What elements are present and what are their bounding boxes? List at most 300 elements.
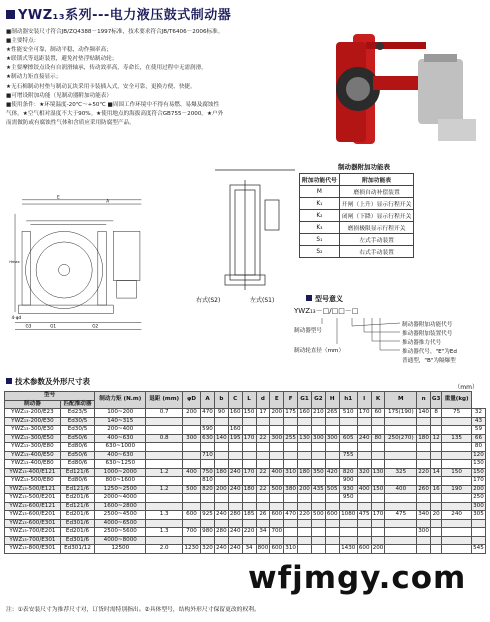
table-cell (357, 502, 371, 511)
table-cell (270, 536, 284, 545)
table-cell: Ed80/6 (60, 460, 94, 469)
table-row (5, 426, 486, 435)
table-cell: YWZ₁₃-400/E50 (5, 451, 61, 460)
table-cell: 20 (431, 511, 442, 520)
feature-line: 而需做防或有腐蚀性气体和含质应采用防腐型产品。 (6, 119, 135, 126)
table-row: S₁ 左式手动装置 (300, 234, 414, 246)
table-cell (371, 443, 385, 452)
table-cell: 710 (202, 451, 213, 458)
table-cell (357, 494, 371, 503)
table-cell: 300 (271, 434, 283, 441)
table-cell: 470 (285, 511, 296, 517)
table-cell: 350 (313, 468, 324, 475)
table-cell (431, 536, 442, 545)
table-cell (242, 451, 256, 460)
table-cell (228, 477, 242, 486)
table-cell (201, 443, 215, 452)
table-cell (284, 502, 298, 511)
table-cell (325, 426, 339, 435)
table-cell (442, 519, 472, 528)
table-cell (270, 460, 284, 469)
table-cell: 22 (256, 468, 270, 477)
feature-line: ★无石棉制动衬垫与制动瓦块采用卡装插入式，安全可靠，更换方便、快捷。 (6, 83, 196, 90)
table-cell: 1.3 (146, 511, 183, 520)
table-cell (311, 451, 325, 460)
table-cell: 505 (326, 485, 338, 492)
table-cell (431, 460, 442, 469)
table-cell: 22 (256, 485, 270, 494)
table-cell: 4000~6500 (95, 519, 146, 528)
table-cell (146, 460, 183, 469)
table-cell: 130 (372, 468, 384, 475)
model-item: 推动器推力代号 (402, 340, 442, 346)
table-cell (242, 460, 256, 469)
table-cell: YWZ₁₃-200/E30 (5, 417, 61, 426)
table-cell (284, 536, 298, 545)
table-cell (442, 536, 472, 545)
table-cell: 200~400 (95, 426, 146, 435)
table-cell (471, 536, 485, 545)
table-cell: YWZ₁₃-700/E201 (5, 528, 61, 537)
table-cell: YWZ₁₃-300/E50 (5, 434, 61, 443)
table-cell (228, 519, 242, 528)
table-cell: 175(190) (385, 409, 417, 418)
table-cell (311, 536, 325, 545)
table-cell (182, 443, 200, 452)
table-cell: 220 (243, 528, 255, 534)
table-cell: 150 (372, 485, 384, 492)
table-cell: 160 (229, 426, 241, 432)
table-cell: 325 (385, 468, 417, 477)
table-cell: 500 (271, 485, 283, 492)
table-cell (325, 519, 339, 528)
table-cell: 140 (216, 434, 227, 441)
table-cell: 60 (371, 409, 385, 418)
table-cell (371, 502, 385, 511)
table-row: K₁ 开闸（上升）显示行程开关 (300, 198, 414, 210)
table-cell (256, 443, 270, 452)
table-cell: 2500~4500 (95, 511, 146, 520)
table-cell: 1.3 (146, 528, 183, 537)
dim-label-e: E (57, 194, 60, 200)
table-cell: 280 (216, 528, 227, 534)
table-cell (371, 519, 385, 528)
table-cell (256, 417, 270, 426)
table-cell: 2.0 (146, 545, 183, 554)
table-cell: 265 (326, 409, 338, 415)
table-row (5, 468, 486, 477)
table-cell (417, 443, 431, 452)
table-cell (182, 494, 200, 503)
table-cell (471, 519, 485, 528)
table-cell (201, 417, 215, 426)
table-cell: 66 (471, 434, 485, 443)
model-title: 型号意义 (306, 294, 343, 304)
table-cell (417, 494, 431, 503)
table-cell: 150 (442, 468, 472, 477)
table-cell: 500 (182, 485, 200, 494)
table-cell (298, 426, 312, 435)
table-cell: 26 (256, 511, 270, 520)
table-cell (146, 494, 183, 503)
table-cell (325, 494, 339, 503)
table-cell (270, 502, 284, 511)
table-cell (385, 519, 417, 528)
table-cell (201, 494, 215, 503)
table-cell: 800 (257, 545, 269, 551)
table-cell: 980 (202, 528, 213, 534)
table-row (5, 545, 486, 554)
table-cell (325, 545, 339, 554)
table-cell (385, 545, 417, 554)
table-cell: Ed50/6 (60, 434, 94, 443)
table-cell (242, 443, 256, 452)
table-cell: 300 (313, 434, 324, 441)
table-cell: Ed301/6 (60, 519, 94, 528)
table-cell (228, 502, 242, 511)
table-row (5, 485, 486, 494)
page-title: YWZ₁₃系列---电力液压鼓式制动器 (6, 4, 231, 23)
table-cell: YWZ₁₃-500/E121 (5, 485, 61, 494)
table-cell: 400~630 (95, 451, 146, 460)
model-leader-lines (292, 306, 482, 376)
table-cell (417, 460, 431, 469)
table-cell (298, 536, 312, 545)
table-cell: 755 (339, 451, 357, 460)
table-cell: 250(270) (385, 434, 417, 443)
table-cell: 2500~5600 (95, 528, 146, 537)
table-cell: 80 (371, 434, 385, 443)
table-cell: 600 (271, 545, 283, 551)
right-style-label: 右式(S2) (196, 297, 221, 304)
table-cell (256, 477, 270, 486)
table-cell (471, 528, 485, 537)
table-cell: 590 (202, 426, 213, 432)
feature-line: ★主要摩擦铰点设有自润滑轴承，传动效率高，寿命长，在使用过程中无需润滑。 (6, 65, 207, 72)
table-cell (242, 477, 256, 486)
table-cell: 175 (285, 409, 296, 415)
watermark: wfjmgy.com (248, 560, 467, 596)
table-cell: 400~630 (95, 434, 146, 443)
table-row (5, 443, 486, 452)
dim-label-hmax: Hmax (9, 259, 20, 264)
model-code: YWZ₁₃－□/□□－□ (294, 307, 359, 315)
table-cell (385, 451, 417, 460)
table-cell (325, 460, 339, 469)
table-cell (371, 477, 385, 486)
table-cell (325, 477, 339, 486)
table-cell (442, 443, 472, 452)
table-cell: 43 (471, 417, 485, 426)
table-cell: 240 (442, 511, 472, 520)
table-cell (311, 502, 325, 511)
table-cell: 100~200 (95, 409, 146, 418)
table-cell: 700 (182, 528, 200, 537)
table-cell (442, 494, 472, 503)
table-cell (182, 460, 200, 469)
table-cell: YWZ₁₃-600/E121 (5, 502, 61, 511)
table-cell: 260 (418, 485, 429, 492)
table-cell (270, 417, 284, 426)
table-cell: 240 (229, 528, 241, 534)
table-cell: 255 (285, 434, 296, 441)
table-row (5, 409, 486, 418)
table-cell: 600 (271, 511, 283, 517)
table-cell (284, 460, 298, 469)
table-cell (371, 536, 385, 545)
table-cell: 320 (202, 545, 213, 551)
table-cell (182, 477, 200, 486)
table-cell (311, 417, 325, 426)
table-cell: 475 (358, 511, 370, 517)
table-cell (339, 417, 357, 426)
table-cell (256, 494, 270, 503)
table-cell (298, 451, 312, 460)
table-cell (431, 426, 442, 435)
model-item: 推动器附加装置代号 (402, 331, 453, 337)
table-cell: 16 (431, 485, 442, 494)
dim-label-a: A (106, 198, 110, 204)
table-cell: 240 (216, 511, 227, 517)
table-cell (284, 443, 298, 452)
table-cell: 510 (339, 409, 357, 418)
table-cell (442, 460, 472, 469)
table-cell: 400 (358, 485, 370, 492)
table-cell: Ed30/5 (60, 426, 94, 435)
table-cell (228, 451, 242, 460)
table-cell (298, 443, 312, 452)
table-cell: 195 (229, 434, 241, 441)
table-cell: 4000~8000 (95, 536, 146, 545)
table-cell (385, 426, 417, 435)
table-cell (417, 417, 431, 426)
model-diagram (292, 306, 482, 376)
table-cell (228, 460, 242, 469)
table-cell: 140~315 (95, 417, 146, 426)
table-cell (371, 494, 385, 503)
table-cell (385, 443, 417, 452)
table-cell: Ed80/6 (60, 477, 94, 486)
table-cell (214, 460, 228, 469)
table-cell: Ed301/6 (60, 536, 94, 545)
table-row: 附加功能代号 附加功能表 (300, 174, 414, 186)
table-cell (371, 528, 385, 537)
table-cell: 14 (431, 468, 442, 477)
table-cell: 240 (358, 434, 370, 441)
table-cell: 810 (202, 477, 213, 483)
table-cell: Ed201/6 (60, 511, 94, 520)
table-cell (298, 494, 312, 503)
table-cell: 150 (243, 409, 255, 415)
table-cell: 435 (313, 485, 324, 492)
table-cell (371, 426, 385, 435)
table-cell (298, 528, 312, 537)
table-cell: YWZ₁₃-600/E201 (5, 511, 61, 520)
table-cell: 170 (358, 409, 370, 415)
table-cell (256, 451, 270, 460)
table-cell: 2000~4000 (95, 494, 146, 503)
table-cell (442, 477, 472, 486)
table-cell (284, 451, 298, 460)
table-cell (417, 519, 431, 528)
table-cell: Ed80/6 (60, 443, 94, 452)
table-row: K₃ 磨损极限显示行程开关 (300, 222, 414, 234)
table-cell (298, 460, 312, 469)
table-cell (242, 426, 256, 435)
table-cell (242, 502, 256, 511)
table-cell (385, 502, 417, 511)
table-cell (214, 443, 228, 452)
table-cell (214, 451, 228, 460)
table-row (5, 417, 486, 426)
table-cell: 500 (313, 511, 324, 517)
table-cell (442, 417, 472, 426)
table-cell (431, 528, 442, 537)
table-cell (357, 528, 371, 537)
table-cell (417, 477, 431, 486)
table-row (5, 519, 486, 528)
table-cell (284, 519, 298, 528)
table-cell (311, 426, 325, 435)
table-cell (311, 460, 325, 469)
spec-table (4, 391, 486, 554)
table-cell: 170 (473, 477, 484, 483)
table-row (5, 460, 486, 469)
table-cell: 300 (326, 434, 338, 441)
dim-label-g2: G2 (92, 323, 99, 329)
brake-photo (318, 24, 486, 154)
table-cell: 630~1250 (95, 460, 146, 469)
table-cell: YWZ₁₃-300/E30 (5, 426, 61, 435)
table-cell (146, 443, 183, 452)
table-cell: 305 (473, 511, 484, 517)
table-cell (385, 528, 417, 537)
table-cell (298, 502, 312, 511)
table-cell (201, 536, 215, 545)
table-cell (214, 417, 228, 426)
table-cell: 12 (431, 434, 442, 443)
table-cell: Ed121/6 (60, 468, 94, 477)
table-cell: 400 (271, 468, 283, 475)
table-cell: 1.2 (146, 468, 183, 477)
table-cell: 420 (326, 468, 338, 475)
feature-line: ★性能安全可靠，制动平稳，动作频率高； (6, 47, 112, 54)
table-cell (146, 536, 183, 545)
table-cell: 700 (271, 528, 283, 534)
table-cell: 930 (339, 485, 357, 494)
table-cell: 340 (418, 511, 429, 517)
table-cell: YWZ₁₃-300/E80 (5, 443, 61, 452)
unit-label: （mm） (454, 384, 478, 391)
table-cell (242, 494, 256, 503)
table-cell (311, 443, 325, 452)
table-cell (256, 502, 270, 511)
table-row (5, 528, 486, 537)
table-cell (431, 477, 442, 486)
table-cell (311, 494, 325, 503)
table-cell: 190 (442, 485, 472, 494)
table-cell (256, 460, 270, 469)
table-row (5, 477, 486, 486)
table-cell (284, 426, 298, 435)
table-cell: 300 (182, 434, 200, 443)
table-cell (325, 536, 339, 545)
table-cell (270, 519, 284, 528)
model-item: 推动器代号，"E"为Ed (402, 349, 457, 355)
table-cell: 300 (473, 502, 484, 509)
table-cell (270, 426, 284, 435)
left-style-label: 左式(S1) (250, 297, 275, 304)
table-cell: YWZ₁₃-500/E80 (5, 477, 61, 486)
table-cell: 925 (202, 511, 213, 517)
table-cell: YWZ₁₃-600/E301 (5, 519, 61, 528)
table-cell (385, 494, 417, 503)
table-cell: 750 (202, 468, 213, 475)
table-cell: 300 (418, 528, 429, 534)
feature-line: ■可增设附加功能（见制动器附加功能表） (6, 92, 112, 99)
table-cell (214, 519, 228, 528)
table-cell (339, 426, 357, 435)
table-cell (214, 502, 228, 511)
table-cell: 200 (473, 485, 484, 492)
table-cell (146, 477, 183, 486)
table-cell (442, 528, 472, 537)
table-cell: 1.2 (146, 485, 183, 494)
table-cell: 545 (473, 545, 484, 551)
table-cell: 240 (229, 468, 241, 475)
table-subheader-row: 制动器 匹配推动器 (5, 400, 486, 409)
table-cell: 310 (285, 545, 296, 551)
table-cell: 170 (243, 434, 255, 441)
table-cell (182, 502, 200, 511)
table-cell (431, 494, 442, 503)
table-cell (357, 426, 371, 435)
table-cell: 90 (214, 409, 228, 418)
table-cell: 600 (358, 545, 370, 551)
table-cell: 150 (473, 468, 484, 475)
add-table-title: 制动器附加功能表 (338, 163, 390, 171)
table-cell: 320 (358, 468, 370, 475)
table-cell (325, 451, 339, 460)
table-cell (442, 426, 472, 435)
model-item: 普通型，"B"为隔爆型 (402, 358, 456, 364)
table-cell: 80 (471, 443, 485, 452)
table-cell (214, 494, 228, 503)
table-cell: 140 (418, 409, 429, 415)
table-cell: 240 (216, 545, 227, 551)
table-cell (146, 451, 183, 460)
table-cell: 240 (229, 545, 241, 551)
table-cell (339, 443, 357, 452)
table-cell (146, 417, 183, 426)
table-cell: YWZ₁₃-700/E301 (5, 536, 61, 545)
table-cell: 1600~2800 (95, 502, 146, 511)
table-cell (298, 545, 312, 554)
table-cell: 34 (242, 545, 256, 554)
table-cell: 1230 (184, 545, 199, 551)
table-cell: 120 (473, 451, 484, 458)
table-cell: Ed23/5 (60, 409, 94, 418)
table-cell (284, 494, 298, 503)
table-cell (284, 528, 298, 537)
table-cell (182, 417, 200, 426)
model-item: 制动器附加功能代号 (402, 322, 453, 328)
table-cell: Ed50/6 (60, 451, 94, 460)
table-cell (270, 477, 284, 486)
table-cell (298, 519, 312, 528)
table-cell (357, 460, 371, 469)
table-cell: 200 (216, 485, 227, 492)
